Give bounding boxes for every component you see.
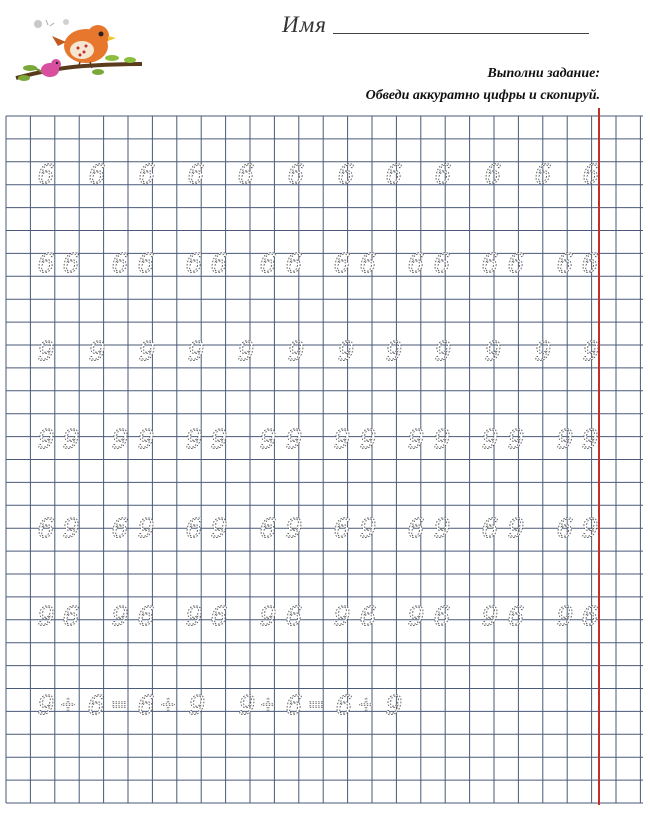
trace-digit: 6 bbox=[337, 160, 355, 190]
trace-operator: + bbox=[259, 692, 277, 716]
trace-digit: 9 bbox=[285, 425, 303, 455]
task-title: Выполни задание: bbox=[487, 66, 600, 81]
trace-digit: 9 bbox=[37, 602, 55, 632]
trace-operator: = bbox=[307, 692, 325, 716]
trace-digit: 9 bbox=[359, 425, 377, 455]
trace-digit: 9 bbox=[337, 337, 355, 367]
trace-digit: 6 bbox=[556, 514, 574, 544]
trace-digit: 6 bbox=[185, 514, 203, 544]
trace-digit: 9 bbox=[185, 425, 203, 455]
trace-digit: 9 bbox=[385, 337, 403, 367]
trace-digit: 9 bbox=[582, 337, 600, 367]
trace-digit: 6 bbox=[556, 249, 574, 279]
trace-operator: + bbox=[159, 692, 177, 716]
trace-digit: 9 bbox=[259, 602, 277, 632]
trace-digit: 6 bbox=[111, 514, 129, 544]
trace-digit: 6 bbox=[581, 249, 599, 279]
trace-digit: 9 bbox=[137, 514, 155, 544]
trace-digit: 6 bbox=[111, 249, 129, 279]
trace-digit: 9 bbox=[407, 425, 425, 455]
trace-digit: 9 bbox=[287, 337, 305, 367]
trace-digit: 9 bbox=[385, 691, 403, 721]
trace-digit: 6 bbox=[434, 160, 452, 190]
trace-digit: 6 bbox=[333, 514, 351, 544]
trace-digit: 9 bbox=[556, 425, 574, 455]
trace-digit: 9 bbox=[507, 425, 525, 455]
trace-digit: 6 bbox=[359, 602, 377, 632]
trace-digit: 9 bbox=[259, 425, 277, 455]
trace-digit: 9 bbox=[187, 337, 205, 367]
trace-digit: 6 bbox=[62, 602, 80, 632]
trace-digit: 9 bbox=[285, 514, 303, 544]
trace-digit: 6 bbox=[484, 160, 502, 190]
trace-digit: 9 bbox=[111, 425, 129, 455]
trace-digit: 6 bbox=[433, 602, 451, 632]
trace-digit: 9 bbox=[62, 514, 80, 544]
trace-digit: 6 bbox=[507, 602, 525, 632]
trace-digit: 6 bbox=[534, 160, 552, 190]
trace-digit: 6 bbox=[137, 249, 155, 279]
trace-digit: 6 bbox=[210, 602, 228, 632]
trace-digit: 9 bbox=[111, 602, 129, 632]
trace-digit: 6 bbox=[335, 691, 353, 721]
trace-digit: 9 bbox=[581, 425, 599, 455]
trace-digit: 9 bbox=[137, 425, 155, 455]
task-instruction: Обведи аккуратно цифры и скопируй. bbox=[365, 88, 600, 103]
trace-digit: 6 bbox=[137, 691, 155, 721]
trace-digit: 6 bbox=[88, 160, 106, 190]
trace-digit: 6 bbox=[37, 160, 55, 190]
trace-digit: 6 bbox=[507, 249, 525, 279]
trace-digit: 9 bbox=[237, 337, 255, 367]
trace-digit: 9 bbox=[138, 337, 156, 367]
trace-digit: 6 bbox=[259, 249, 277, 279]
trace-digit: 9 bbox=[188, 691, 206, 721]
trace-digit: 9 bbox=[581, 514, 599, 544]
trace-digit: 6 bbox=[433, 249, 451, 279]
trace-digit: 9 bbox=[37, 691, 55, 721]
trace-digit: 6 bbox=[137, 602, 155, 632]
trace-digit: 9 bbox=[333, 425, 351, 455]
trace-digit: 6 bbox=[237, 160, 255, 190]
trace-digit: 6 bbox=[285, 602, 303, 632]
trace-digit: 9 bbox=[210, 425, 228, 455]
trace-digit: 9 bbox=[507, 514, 525, 544]
name-label: Имя bbox=[282, 12, 327, 37]
trace-digit: 9 bbox=[37, 337, 55, 367]
trace-digit: 6 bbox=[481, 514, 499, 544]
trace-digit: 6 bbox=[385, 160, 403, 190]
trace-digit: 6 bbox=[287, 160, 305, 190]
trace-digit: 6 bbox=[407, 514, 425, 544]
trace-operator: + bbox=[357, 692, 375, 716]
trace-digit: 9 bbox=[433, 425, 451, 455]
trace-digit: 6 bbox=[62, 249, 80, 279]
trace-digit: 6 bbox=[407, 249, 425, 279]
trace-digit: 9 bbox=[407, 602, 425, 632]
trace-digit: 9 bbox=[484, 337, 502, 367]
trace-digit: 9 bbox=[37, 425, 55, 455]
trace-digit: 6 bbox=[285, 249, 303, 279]
trace-digit: 9 bbox=[556, 602, 574, 632]
trace-digit: 6 bbox=[481, 249, 499, 279]
trace-operator: + bbox=[59, 692, 77, 716]
trace-digit: 6 bbox=[259, 514, 277, 544]
trace-digit: 9 bbox=[333, 602, 351, 632]
trace-digit: 9 bbox=[210, 514, 228, 544]
trace-digit: 6 bbox=[359, 249, 377, 279]
trace-digit: 6 bbox=[37, 249, 55, 279]
trace-digit: 9 bbox=[481, 602, 499, 632]
trace-digit: 9 bbox=[359, 514, 377, 544]
trace-digit: 9 bbox=[185, 602, 203, 632]
trace-digit: 9 bbox=[534, 337, 552, 367]
trace-digit: 6 bbox=[185, 249, 203, 279]
trace-digit: 9 bbox=[434, 337, 452, 367]
trace-digit: 9 bbox=[238, 691, 256, 721]
trace-digit: 6 bbox=[87, 691, 105, 721]
trace-digit: 9 bbox=[433, 514, 451, 544]
trace-digit: 6 bbox=[187, 160, 205, 190]
trace-digit: 6 bbox=[581, 602, 599, 632]
trace-digit: 9 bbox=[481, 425, 499, 455]
trace-digit: 6 bbox=[285, 691, 303, 721]
trace-glyphs bbox=[38, 160, 600, 721]
trace-digit: 9 bbox=[88, 337, 106, 367]
trace-digit: 6 bbox=[210, 249, 228, 279]
trace-operator: = bbox=[110, 692, 128, 716]
trace-digit: 6 bbox=[138, 160, 156, 190]
trace-digit: 6 bbox=[582, 160, 600, 190]
trace-digit: 9 bbox=[62, 425, 80, 455]
trace-digit: 6 bbox=[333, 249, 351, 279]
trace-digit: 6 bbox=[37, 514, 55, 544]
